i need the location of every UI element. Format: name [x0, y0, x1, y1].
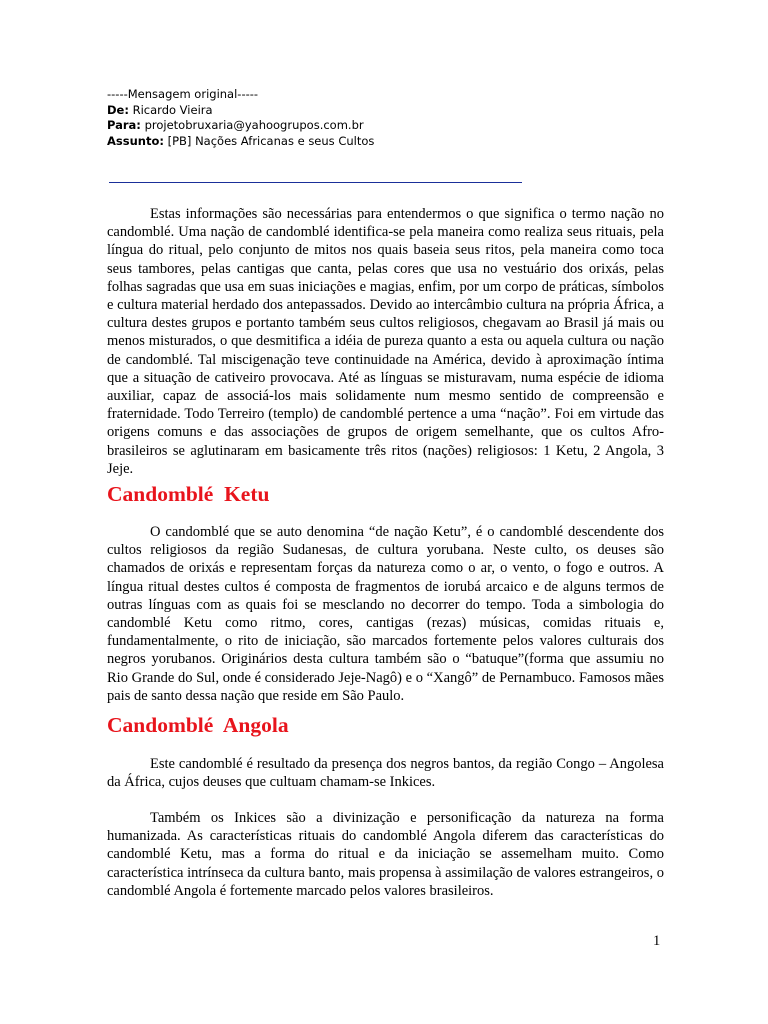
- angola-paragraph-1: Este candomblé é resultado da presença dos negros bantos, da região Congo – Angolesa da África, cujos deuses que cultuam chamam-se Inkices.: [107, 756, 664, 791]
- email-header: [107, 87, 667, 149]
- from-value: Ricardo Vieira: [132, 102, 213, 117]
- original-message-line: -----Mensagem original-----: [107, 87, 259, 101]
- subject-value: [PB] Nações Africanas e seus Cultos: [167, 133, 375, 148]
- subject-label: Assunto:: [107, 133, 164, 148]
- to-value: projetobruxaria@yahoogrupos.com.br: [144, 118, 364, 132]
- to-line: [107, 118, 667, 134]
- to-label: Para:: [107, 118, 141, 132]
- heading-candomble-angola: Candomblé Angola: [107, 713, 289, 737]
- ketu-section: [107, 523, 664, 705]
- angola-section-body: [107, 809, 664, 900]
- intro-paragraph: Estas informações são necessárias para entendermos o que significa o termo nação no candomblé. Uma nação de candomblé identifica-se pela maneira como realiza seus rituais, pela língua do ritual, pelo conjunto de mitos nos quais baseia seus ritos, pela maneira como toca seus tambores, pelas cantigas que canta, pelas cores que usa no vestuário dos orixás, pelas folhas sagradas que usa em suas iniciações e magias, enfim, por um corpo de práticas, símbolos e cultura material herdado dos antepassados. Devido ao intercâmbio cultura na própria África, a cultura destes grupos e portanto também seus cultos religiosos, chegavam ao Brasil já mais ou menos misturados, o que desmitifica a idéia de pureza quanto a esta ou aquela cultura ou nação de candomblé. Tal miscigenação teve continuidade na América, devido à aproximação íntima que a situação de cativeiro provocava. Até as línguas se misturavam, numa espécie de idioma auxiliar, capaz de associá-los mais solidamente num mesmo sentido de compreensão e fraternidade. Todo Terreiro (templo) de candomblé pertence a uma “nação”. Foi em virtude das origens comuns e das associações de grupos de origem semelhante, que os cultos Afro-brasileiros se aglutinaram em basicamente três ritos (nações) religiosos: 1 Ketu, 2 Angola, 3 Jeje.: [107, 206, 664, 477]
- horizontal-rule: [109, 182, 522, 183]
- angola-section-intro: [107, 755, 664, 791]
- page-number: 1: [653, 933, 661, 949]
- intro-section: [107, 205, 664, 478]
- angola-paragraph-2: Também os Inkices são a divinização e personificação da natureza na forma humanizada. As características rituais do candomblé Angola diferem das características do candomblé Ketu, mas a forma do ritual e da iniciação se assemelham muito. Como característica intrínseca da cultura banto, mais propensa à assimilação de valores estrangeiros, o candomblé Angola é fortemente marcado pelos valores brasileiros.: [107, 810, 664, 899]
- subject-line: [107, 134, 667, 150]
- from-line: [107, 103, 667, 119]
- heading-candomble-ketu: Candomblé Ketu: [107, 482, 270, 506]
- ketu-paragraph: O candomblé que se auto denomina “de nação Ketu”, é o candomblé descendente dos cultos religiosos da região Sudanesas, de cultura yorubana. Neste culto, os deuses são chamados de orixás e representam forças da natureza como o ar, o vento, o fogo e outros. A língua ritual destes cultos é composta de fragmentos de iorubá arcaico e de alguns termos de outras línguas com as quais foi se mesclando no decorrer do tempo. Toda a simbologia do candomblé Ketu como ritmo, cores, cantigas (rezas) músicas, comidas rituais e, fundamentalmente, o rito de iniciação, são marcados fortemente pelos valores culturais dos negros yorubanos. Originários desta cultura também são o “batuque”(forma que assumiu no Rio Grande do Sul, onde é considerado Jeje-Nagô) e o “Xangô” de Pernambuco. Famosos mães pais de santo dessa nação que reside em São Paulo.: [107, 524, 664, 704]
- from-label: De:: [107, 102, 129, 117]
